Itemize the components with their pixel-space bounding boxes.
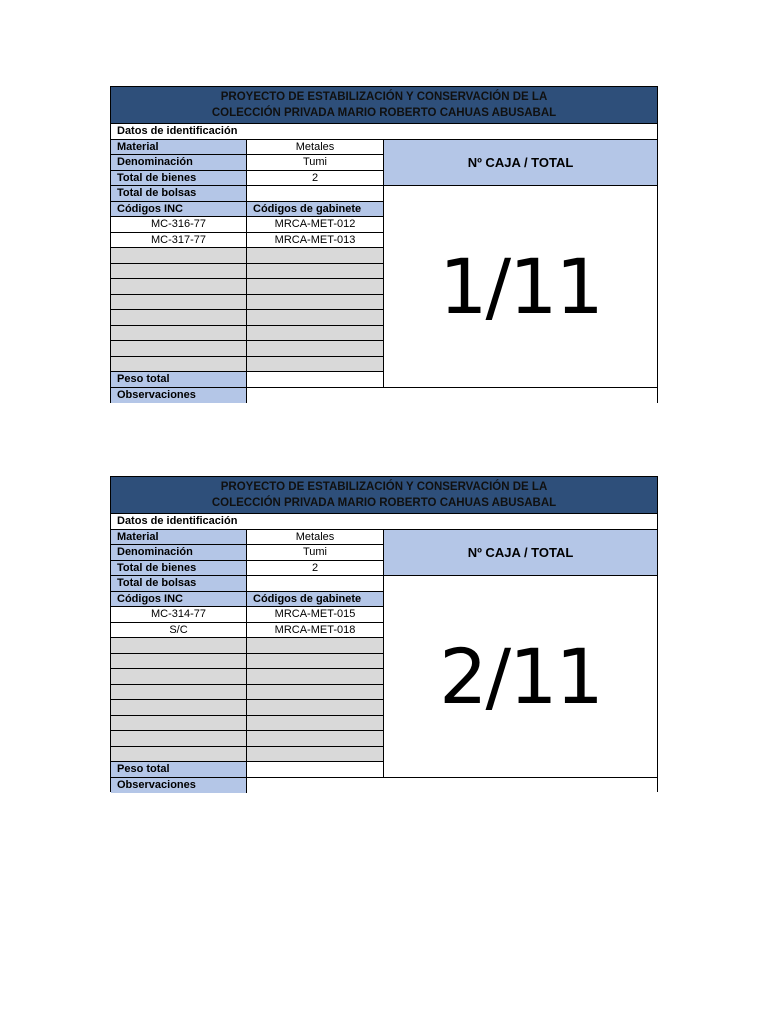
peso-total-label: Peso total: [111, 762, 247, 778]
empty-code-cell: [247, 264, 384, 280]
observaciones-value: [247, 778, 657, 794]
empty-code-cell: [111, 326, 247, 342]
empty-code-cell: [247, 279, 384, 295]
datos-identificacion-label: Datos de identificación: [111, 514, 657, 530]
codigo-inc-cell: S/C: [111, 623, 247, 639]
total-bienes-label: Total de bienes: [111, 171, 247, 187]
project-title: [111, 87, 657, 124]
total-bienes-label: Total de bienes: [111, 561, 247, 577]
empty-code-cell: [247, 747, 384, 763]
material-value: Metales: [247, 140, 384, 156]
empty-code-cell: [111, 716, 247, 732]
codigos-gabinete-header: Códigos de gabinete: [247, 592, 384, 608]
empty-code-cell: [111, 264, 247, 280]
empty-code-cell: [247, 248, 384, 264]
total-bolsas-label: Total de bolsas: [111, 186, 247, 202]
codigo-gabinete-cell: MRCA-MET-012: [247, 217, 384, 233]
caja-number: 2/11: [384, 576, 657, 778]
total-bolsas-value: [247, 576, 384, 592]
empty-code-cell: [247, 685, 384, 701]
empty-code-cell: [111, 341, 247, 357]
observaciones-value: [247, 388, 657, 404]
material-value: Metales: [247, 530, 384, 546]
empty-code-cell: [247, 716, 384, 732]
empty-code-cell: [247, 357, 384, 373]
empty-code-cell: [247, 700, 384, 716]
empty-code-cell: [111, 747, 247, 763]
total-bolsas-label: Total de bolsas: [111, 576, 247, 592]
empty-code-cell: [247, 731, 384, 747]
empty-code-cell: [111, 685, 247, 701]
codigo-inc-cell: MC-316-77: [111, 217, 247, 233]
empty-code-cell: [247, 638, 384, 654]
denominacion-value: Tumi: [247, 545, 384, 561]
codigo-inc-cell: MC-317-77: [111, 233, 247, 249]
codigo-gabinete-cell: MRCA-MET-015: [247, 607, 384, 623]
caja-number: 1/11: [384, 186, 657, 388]
empty-code-cell: [111, 357, 247, 373]
codigo-gabinete-cell: MRCA-MET-013: [247, 233, 384, 249]
denominacion-label: Denominación: [111, 155, 247, 171]
project-title-line1: PROYECTO DE ESTABILIZACIÓN Y CONSERVACIÓN DE LA: [220, 481, 548, 493]
empty-code-cell: [247, 310, 384, 326]
empty-code-cell: [247, 295, 384, 311]
peso-total-value: [247, 372, 384, 388]
empty-code-cell: [247, 341, 384, 357]
project-title-line2: COLECCIÓN PRIVADA MARIO ROBERTO CAHUAS ABUSABAL: [211, 497, 557, 509]
empty-code-cell: [111, 669, 247, 685]
project-title: [111, 477, 657, 514]
empty-code-cell: [247, 326, 384, 342]
total-bolsas-value: [247, 186, 384, 202]
empty-code-cell: [247, 654, 384, 670]
datos-identificacion-label: Datos de identificación: [111, 124, 657, 140]
material-label: Material: [111, 140, 247, 156]
empty-code-cell: [111, 731, 247, 747]
empty-code-cell: [111, 295, 247, 311]
empty-code-cell: [111, 638, 247, 654]
project-title-line2: COLECCIÓN PRIVADA MARIO ROBERTO CAHUAS ABUSABAL: [211, 107, 557, 119]
total-bienes-value: 2: [247, 171, 384, 187]
box-label-card: [110, 476, 658, 792]
caja-total-label: Nº CAJA / TOTAL: [384, 140, 657, 187]
peso-total-label: Peso total: [111, 372, 247, 388]
codigos-inc-header: Códigos INC: [111, 202, 247, 218]
empty-code-cell: [247, 669, 384, 685]
codigo-gabinete-cell: MRCA-MET-018: [247, 623, 384, 639]
denominacion-label: Denominación: [111, 545, 247, 561]
codigos-inc-header: Códigos INC: [111, 592, 247, 608]
empty-code-cell: [111, 654, 247, 670]
total-bienes-value: 2: [247, 561, 384, 577]
caja-total-label: Nº CAJA / TOTAL: [384, 530, 657, 577]
codigo-inc-cell: MC-314-77: [111, 607, 247, 623]
denominacion-value: Tumi: [247, 155, 384, 171]
material-label: Material: [111, 530, 247, 546]
observaciones-label: Observaciones: [111, 778, 247, 794]
observaciones-label: Observaciones: [111, 388, 247, 404]
box-label-card: [110, 86, 658, 403]
project-title-line1: PROYECTO DE ESTABILIZACIÓN Y CONSERVACIÓN DE LA: [220, 91, 548, 103]
empty-code-cell: [111, 700, 247, 716]
codigos-gabinete-header: Códigos de gabinete: [247, 202, 384, 218]
empty-code-cell: [111, 248, 247, 264]
empty-code-cell: [111, 279, 247, 295]
peso-total-value: [247, 762, 384, 778]
empty-code-cell: [111, 310, 247, 326]
